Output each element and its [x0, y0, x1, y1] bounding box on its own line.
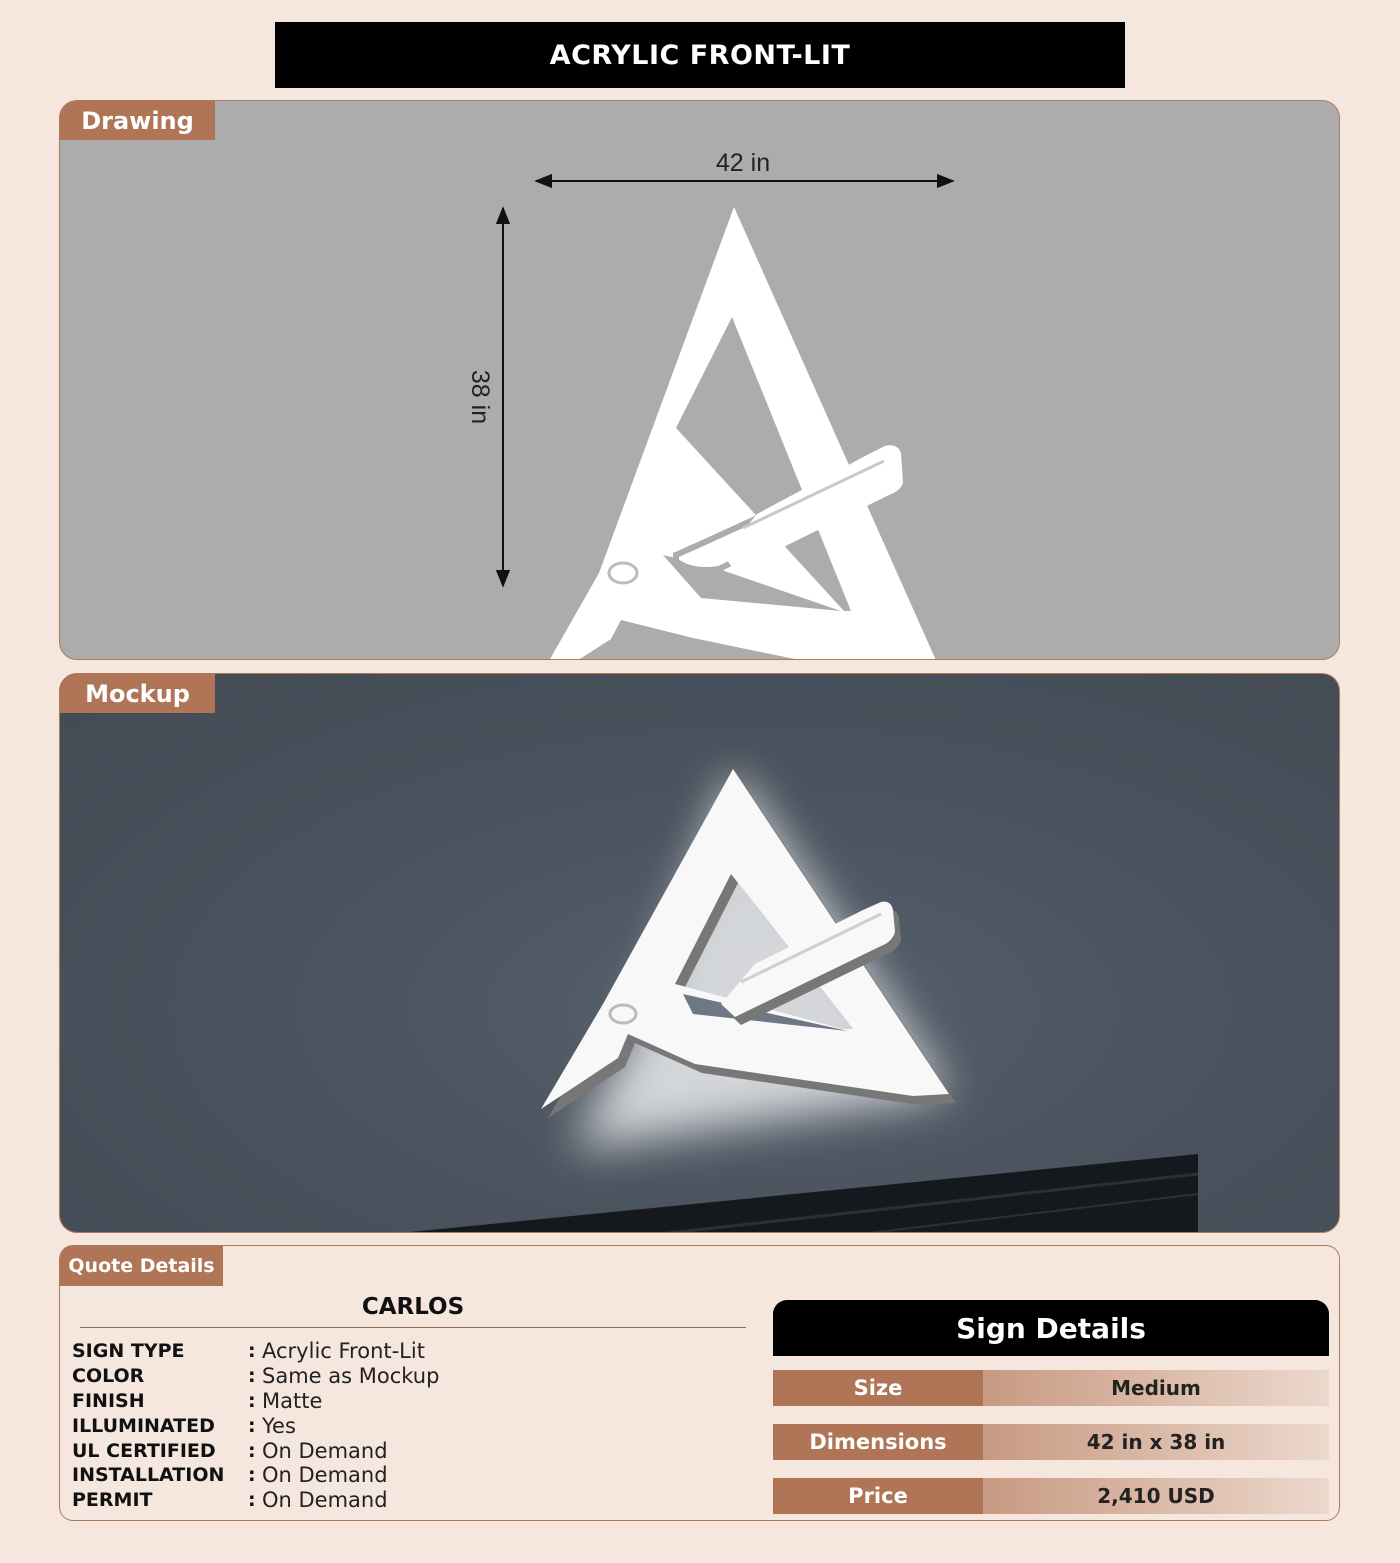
spec-colon: : — [248, 1464, 256, 1487]
spec-value: On Demand — [262, 1463, 388, 1488]
quote-details-tab: Quote Details — [60, 1246, 223, 1286]
sign-details-row-dimensions — [773, 1424, 1329, 1460]
spec-colon: : — [248, 1439, 256, 1462]
spec-row — [72, 1389, 439, 1414]
spec-value: Same as Mockup — [262, 1364, 440, 1389]
spec-label: COLOR — [72, 1365, 145, 1388]
spec-value: Yes — [262, 1413, 296, 1438]
awning-shape — [390, 1154, 1198, 1233]
sign-details-label: Dimensions — [773, 1424, 983, 1460]
drawing-canvas — [60, 101, 1340, 660]
client-name: CARLOS — [361, 1294, 465, 1320]
sign-details-header: Sign Details — [773, 1300, 1329, 1356]
spec-row — [72, 1488, 439, 1513]
spec-label: UL CERTIFIED — [72, 1439, 216, 1462]
drawing-tab: Drawing — [60, 101, 215, 140]
quote-details-panel — [59, 1245, 1340, 1521]
spec-label: PERMIT — [72, 1489, 153, 1512]
spec-value: Acrylic Front-Lit — [262, 1339, 425, 1364]
spec-value: Matte — [262, 1388, 323, 1413]
spec-label: SIGN TYPE — [72, 1340, 185, 1363]
spec-colon: : — [248, 1389, 256, 1412]
sign-details-value: 42 in x 38 in — [983, 1424, 1329, 1460]
page-title: ACRYLIC FRONT-LIT — [275, 22, 1125, 88]
sign-details-label: Size — [773, 1370, 983, 1406]
spec-row — [72, 1339, 439, 1364]
logo-mockup — [541, 769, 956, 1149]
spec-row — [72, 1463, 439, 1488]
width-dimension-label: 42 in — [715, 149, 771, 177]
sign-details-value: 2,410 USD — [983, 1478, 1329, 1514]
spec-colon: : — [248, 1340, 256, 1363]
spec-row — [72, 1364, 439, 1389]
divider — [80, 1327, 746, 1328]
sign-details-label: Price — [773, 1478, 983, 1514]
spec-colon: : — [248, 1365, 256, 1388]
spec-label: FINISH — [72, 1389, 145, 1412]
mockup-tab: Mockup — [60, 674, 215, 713]
spec-label: ILLUMINATED — [72, 1414, 215, 1437]
spec-colon: : — [248, 1414, 256, 1437]
sign-details-value: Medium — [983, 1370, 1329, 1406]
logo-drawing — [533, 207, 947, 660]
spec-row — [72, 1413, 439, 1438]
drawing-panel — [59, 100, 1340, 660]
spec-value: On Demand — [262, 1438, 388, 1463]
mockup-canvas — [60, 674, 1340, 1233]
spec-list — [72, 1339, 439, 1513]
sign-details-row-price — [773, 1478, 1329, 1514]
spec-value: On Demand — [262, 1488, 388, 1513]
spec-label: INSTALLATION — [72, 1464, 225, 1487]
height-dimension-label: 38 in — [466, 369, 494, 425]
mockup-panel — [59, 673, 1340, 1233]
spec-row — [72, 1438, 439, 1463]
spec-colon: : — [248, 1489, 256, 1512]
sign-details-row-size — [773, 1370, 1329, 1406]
